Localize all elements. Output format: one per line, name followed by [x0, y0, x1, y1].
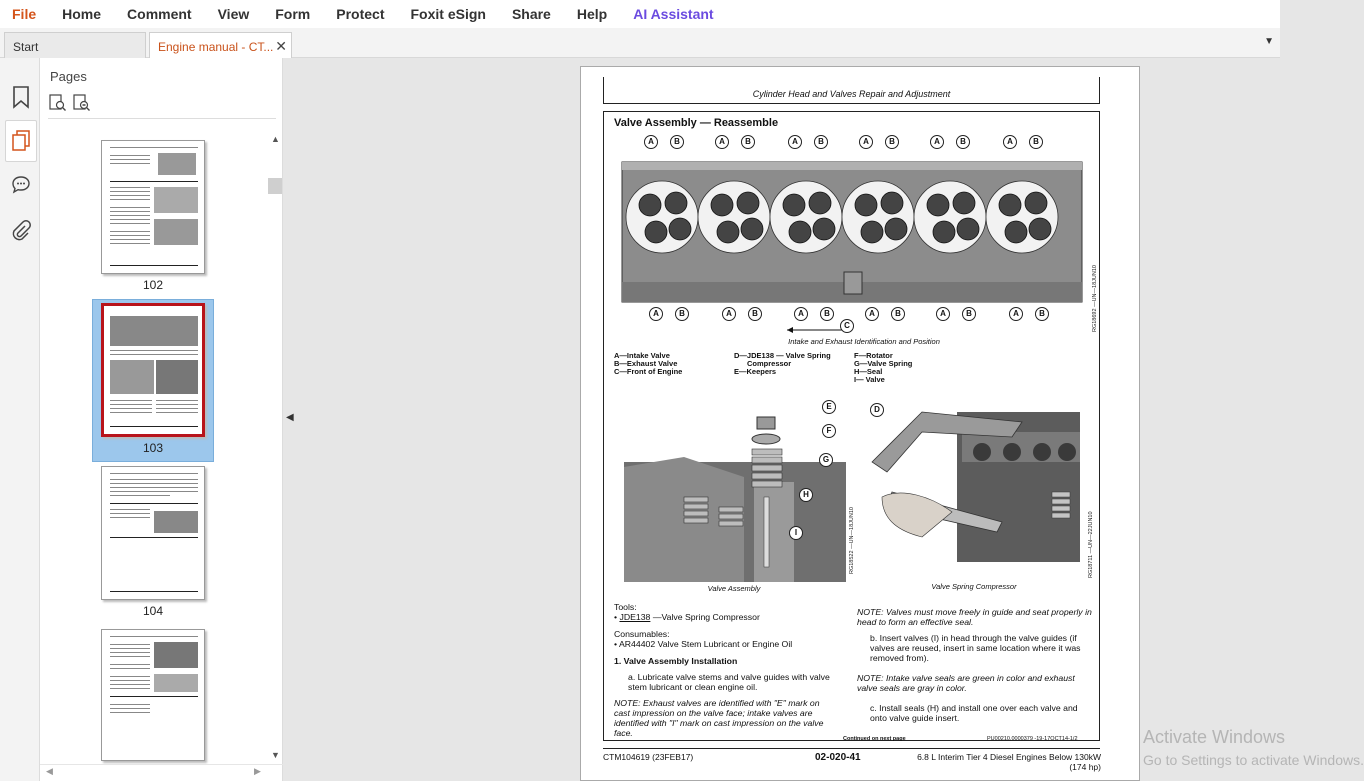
callout-d: D	[870, 403, 884, 417]
figure-1-code: RG18692 —UN—18JUN10	[1092, 265, 1098, 332]
scroll-up-icon[interactable]: ▲	[271, 134, 280, 144]
legend-item: B—Exhaust Valve	[614, 359, 678, 368]
callout-a: A	[936, 307, 950, 321]
document-viewer	[294, 58, 1280, 781]
figure-2-code: RG18522 —UN—18JUN10	[849, 507, 855, 574]
section-title: Valve Assembly — Reassemble	[614, 117, 779, 129]
callout-h: H	[799, 488, 813, 502]
document-id: PU00210,0000379 -19-17OCT14-1/2	[987, 736, 1078, 742]
callout-a: A	[1009, 307, 1023, 321]
menu-view[interactable]: View	[217, 6, 250, 22]
scroll-down-icon[interactable]: ▼	[271, 750, 280, 760]
callout-a: A	[649, 307, 663, 321]
legend-item: G—Valve Spring	[854, 359, 913, 368]
legend-item: F—Rotator	[854, 351, 893, 360]
panel-title: Pages	[50, 69, 87, 84]
legend-item: D—JDE138 — Valve Spring	[734, 351, 831, 360]
thumbnail-image	[101, 466, 205, 600]
callout-f: F	[822, 424, 836, 438]
legend-item: C—Front of Engine	[614, 367, 683, 376]
callout-b: B	[741, 135, 755, 149]
figure-1-caption: Intake and Exhaust Identification and Position	[788, 337, 940, 346]
thumbnail-page-number: 102	[142, 278, 164, 292]
valve-assembly-photo	[624, 397, 846, 582]
callout-b: B	[814, 135, 828, 149]
collapse-panel-icon[interactable]: ◀	[286, 412, 294, 423]
callout-b: B	[885, 135, 899, 149]
menu-esign[interactable]: Foxit eSign	[410, 6, 486, 22]
menu-help[interactable]: Help	[576, 6, 608, 22]
step-1-heading: 1. Valve Assembly Installation	[614, 656, 738, 666]
thumbnail-image	[101, 629, 205, 761]
callout-b: B	[1029, 135, 1043, 149]
legend-column-1	[614, 352, 682, 376]
callout-a: A	[794, 307, 808, 321]
legend-item: E—Keepers	[734, 367, 777, 376]
tools-label: Tools:	[614, 602, 637, 612]
thumbnail-image	[101, 303, 205, 437]
jde138-link[interactable]: JDE138	[619, 612, 651, 622]
scroll-thumb[interactable]	[268, 178, 282, 194]
callout-c: C	[840, 319, 854, 333]
legend-item: H—Seal	[854, 367, 883, 376]
panel-horizontal-scrollbar[interactable]	[40, 764, 283, 778]
tools-item-text: —Valve Spring Compressor	[652, 612, 760, 622]
callout-b: B	[670, 135, 684, 149]
callout-b: B	[820, 307, 834, 321]
tab-doc-label: Engine manual - CT...	[158, 40, 274, 54]
close-tab-icon[interactable]: ✕	[275, 38, 287, 54]
callout-b: B	[891, 307, 905, 321]
scroll-right-icon[interactable]: ▶	[254, 766, 261, 776]
menu-protect[interactable]: Protect	[336, 6, 385, 22]
callout-a: A	[930, 135, 944, 149]
callout-a: A	[722, 307, 736, 321]
valve-spring-compressor-photo	[862, 392, 1080, 582]
consumables-label: Consumables:	[614, 629, 670, 639]
step-1c: c. Install seals (H) and install one over each valve and onto valve guide insert.	[870, 703, 1078, 723]
callout-a: A	[1003, 135, 1017, 149]
activation-watermark-title: Activate Windows	[1143, 727, 1286, 747]
thumbnail-page-number: 103	[142, 441, 164, 455]
step-1b: b. Insert valves (I) in head through the valve guides (if valves are reused, insert in same location where it was removed from).	[870, 633, 1081, 663]
menu-home[interactable]: Home	[62, 6, 102, 22]
tab-bar	[0, 28, 1280, 58]
content-box	[603, 111, 1100, 741]
attachment-icon[interactable]	[8, 218, 34, 244]
page-zoom-icon[interactable]	[73, 94, 91, 112]
menu-ai-assistant[interactable]: AI Assistant	[633, 6, 714, 22]
figure-3-caption: Valve Spring Compressor	[931, 582, 1017, 591]
callout-e: E	[822, 400, 836, 414]
footer-rule	[603, 748, 1100, 749]
page-number: 02-020-41	[815, 752, 861, 763]
panel-vertical-scrollbar[interactable]	[268, 132, 282, 764]
legend-item: I— Valve	[854, 375, 885, 384]
callout-b: B	[956, 135, 970, 149]
comment-icon[interactable]	[8, 172, 34, 198]
left-navigation-rail	[0, 58, 40, 781]
callout-a: A	[715, 135, 729, 149]
tab-start-label: Start	[13, 40, 39, 54]
tools-item: • JDE138 —Valve Spring Compressor	[614, 612, 760, 622]
note-exhaust-intake: NOTE: Exhaust valves are identified with "E" mark on cast impression on the valve face; intake valves are identified with "I" mark on cast impression on the valve face.	[614, 698, 824, 738]
footer-right: 6.8 L Interim Tier 4 Diesel Engines Below 130kW (174 hp)	[917, 752, 1101, 772]
callout-a: A	[865, 307, 879, 321]
pdf-page	[580, 66, 1140, 781]
note-seal-colors: NOTE: Intake valve seals are green in color and exhaust valve seals are gray in color.	[857, 673, 1075, 693]
callout-i: I	[789, 526, 803, 540]
thumbnail-page-number: 104	[142, 604, 164, 618]
legend-item: Compressor	[747, 359, 792, 368]
legend-column-3	[854, 352, 912, 384]
figure-3-code: RG18711 —UN—22JUN10	[1088, 511, 1094, 578]
figure-2-caption: Valve Assembly	[707, 584, 761, 593]
page-header: Cylinder Head and Valves Repair and Adjustment	[603, 77, 1100, 104]
panel-divider	[48, 118, 276, 119]
consumables-item: • AR44402 Valve Stem Lubricant or Engine Oil	[614, 639, 793, 649]
page-search-icon[interactable]	[49, 94, 67, 112]
bookmark-icon[interactable]	[8, 84, 34, 110]
menu-share[interactable]: Share	[511, 6, 551, 22]
callout-g: G	[819, 453, 833, 467]
thumbnail-page-104[interactable]	[92, 466, 214, 618]
step-1a: a. Lubricate valve stems and valve guides with valve stem lubricant or clean engine oil.	[628, 672, 830, 692]
callout-b: B	[675, 307, 689, 321]
note-valves-move-freely: NOTE: Valves must move freely in guide and seat properly in head to form an effective seal.	[857, 607, 1092, 627]
pages-icon[interactable]	[5, 120, 37, 162]
tab-start[interactable]	[4, 32, 146, 58]
menu-comment[interactable]: Comment	[127, 6, 192, 22]
thumbnail-page-103[interactable]	[92, 303, 214, 455]
tab-engine-manual[interactable]	[149, 32, 292, 58]
thumbnail-image	[101, 140, 205, 274]
tabs-dropdown-icon[interactable]: ▼	[1264, 36, 1274, 47]
continued-note: Continued on next page	[843, 736, 906, 742]
callout-b: B	[1035, 307, 1049, 321]
menu-bar	[0, 0, 1280, 28]
legend-column-2	[734, 352, 831, 376]
callout-a: A	[644, 135, 658, 149]
activation-watermark-subtitle: Go to Settings to activate Windows.	[1143, 752, 1364, 768]
callout-a: A	[859, 135, 873, 149]
footer-left: CTM104619 (23FEB17)	[603, 752, 694, 762]
callout-b: B	[748, 307, 762, 321]
thumbnail-page-102[interactable]	[92, 140, 214, 292]
callout-a: A	[788, 135, 802, 149]
scroll-left-icon[interactable]: ◀	[46, 766, 53, 776]
thumbnail-page-105[interactable]	[92, 629, 214, 761]
menu-form[interactable]: Form	[275, 6, 311, 22]
legend-item: A—Intake Valve	[614, 351, 670, 360]
menu-file[interactable]: File	[12, 6, 37, 22]
callout-b: B	[962, 307, 976, 321]
